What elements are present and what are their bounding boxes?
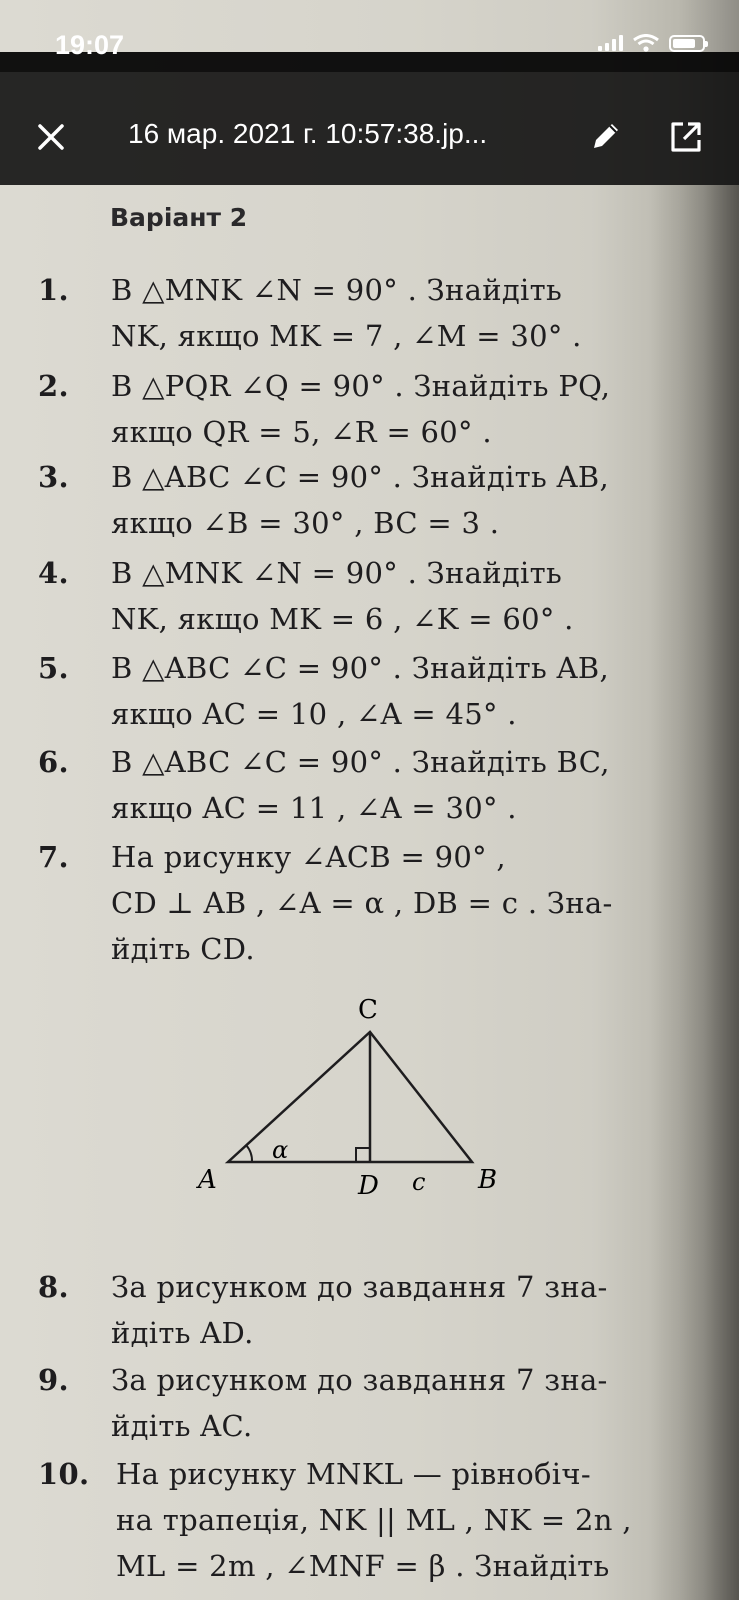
problem-number: 3. (38, 460, 69, 494)
triangle-figure (190, 992, 520, 1207)
open-external-icon (669, 120, 703, 154)
status-time: 19:07 (55, 30, 125, 60)
problem-line: CD ⊥ AB , ∠A = α , DB = c . Зна- (111, 886, 613, 920)
problem-number: 1. (38, 273, 69, 307)
problem-number: 4. (38, 556, 69, 590)
angle-arc (246, 1145, 252, 1162)
problem-number: 8. (38, 1270, 69, 1304)
problem-line: NK, якщо MK = 7 , ∠M = 30° . (111, 319, 582, 353)
problem-line: якщо AC = 10 , ∠A = 45° . (111, 697, 517, 731)
problem-line: йдіть AC. (111, 1409, 253, 1443)
problem-number: 5. (38, 651, 69, 685)
pencil-icon (588, 118, 624, 154)
problem-number: 7. (38, 840, 69, 874)
file-title: 16 мар. 2021 г. 10:57:38.jp... (128, 118, 488, 149)
close-button[interactable] (34, 120, 68, 154)
problem-line: В △MNK ∠N = 90° . Знайдіть (111, 273, 563, 307)
page-fold-shadow (650, 185, 739, 1600)
problem-line: В △MNK ∠N = 90° . Знайдіть (111, 556, 563, 590)
close-icon (34, 120, 68, 154)
variant-heading: Варіант 2 (110, 203, 248, 232)
problem-line: В △ABC ∠C = 90° . Знайдіть BC, (111, 745, 610, 779)
problem-line: В △ABC ∠C = 90° . Знайдіть AB, (111, 651, 609, 685)
triangle-abc (228, 1032, 472, 1162)
wifi-icon (633, 34, 659, 52)
problem-line: За рисунком до завдання 7 зна- (111, 1270, 608, 1304)
problem-line: на трапеція, NK || ML , NK = 2n , (116, 1503, 632, 1537)
problem-line: якщо AC = 11 , ∠A = 30° . (111, 791, 517, 825)
label-a: A (198, 1165, 217, 1195)
label-alpha: α (272, 1136, 289, 1164)
open-external-button[interactable] (669, 120, 703, 154)
problem-line: За рисунком до завдання 7 зна- (111, 1363, 608, 1397)
label-side-c: c (412, 1168, 426, 1196)
problem-line: якщо QR = 5, ∠R = 60° . (111, 415, 492, 449)
problem-number: 9. (38, 1363, 69, 1397)
label-b: B (478, 1165, 498, 1195)
problem-line: На рисунку MNKL — рівнобіч- (116, 1457, 591, 1491)
label-d: D (358, 1171, 379, 1201)
right-angle-mark (356, 1148, 370, 1162)
problem-line: В △ABC ∠C = 90° . Знайдіть AB, (111, 460, 609, 494)
label-c: C (358, 995, 378, 1025)
battery-level (673, 39, 695, 48)
edit-button[interactable] (588, 118, 624, 154)
battery-icon (669, 35, 705, 52)
problem-line: NK, якщо MK = 6 , ∠K = 60° . (111, 602, 574, 636)
problem-line: якщо ∠B = 30° , BC = 3 . (111, 506, 500, 540)
problem-number: 10. (38, 1457, 90, 1491)
problem-line: В △PQR ∠Q = 90° . Знайдіть PQ, (111, 369, 611, 403)
problem-number: 6. (38, 745, 69, 779)
problem-line: ML = 2m , ∠MNF = β . Знайдіть (116, 1549, 610, 1583)
cellular-signal-icon (598, 35, 623, 51)
viewer-top-bar (0, 52, 739, 185)
status-icons (598, 34, 705, 52)
problem-line: йдіть AD. (111, 1316, 254, 1350)
problem-line: йдіть CD. (111, 932, 255, 966)
status-bar (0, 0, 739, 60)
problem-line: На рисунку ∠ACB = 90° , (111, 840, 506, 874)
problem-number: 2. (38, 369, 69, 403)
